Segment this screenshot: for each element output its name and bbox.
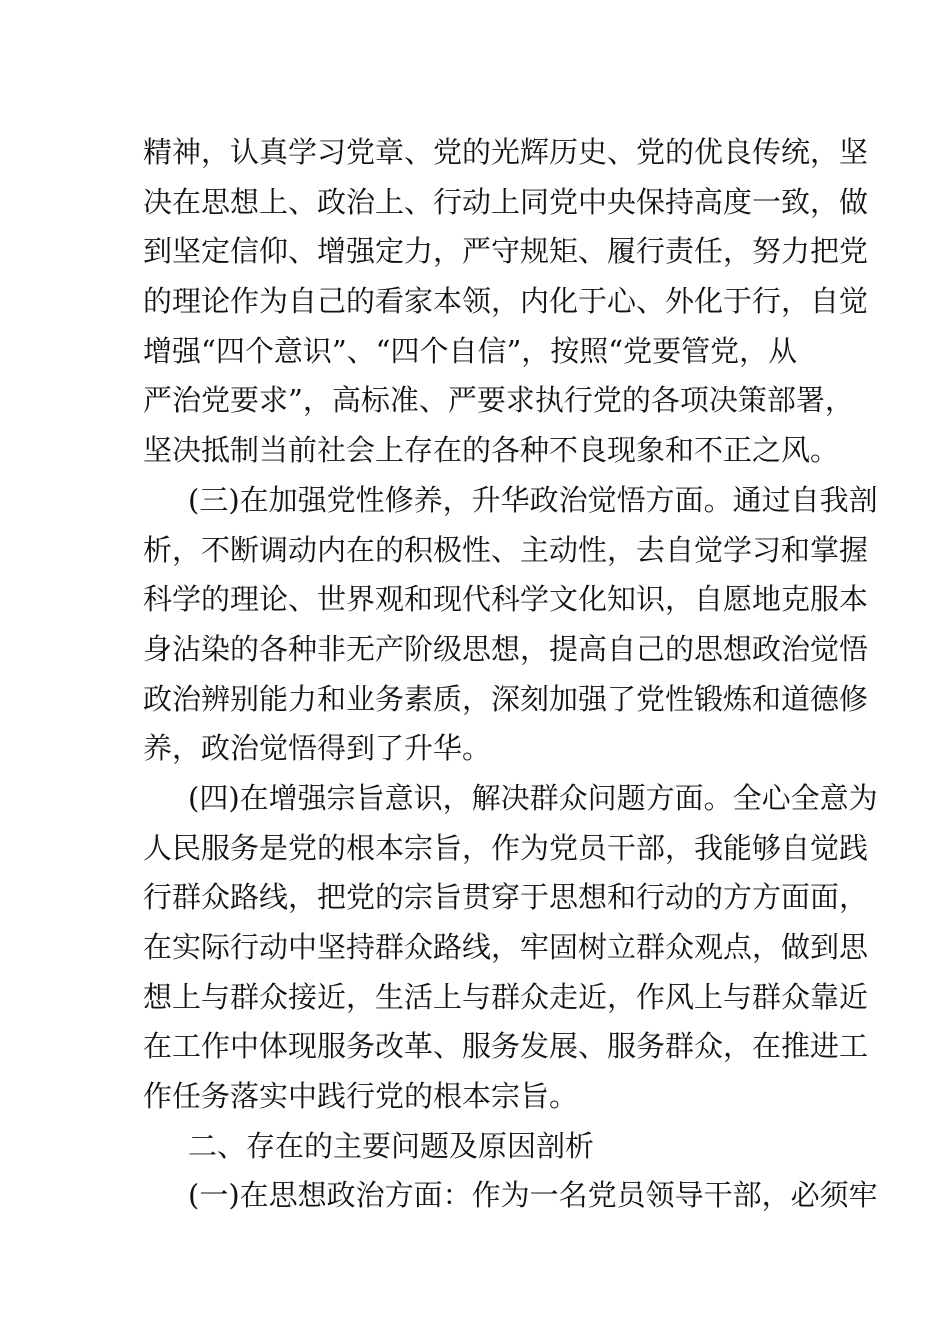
text-line: 到坚定信仰、增强定力，严守规矩、履行责任，努力把党: [143, 234, 869, 269]
text-line: 严治党要求”，高标准、严要求执行党的各项决策部署，: [143, 383, 854, 418]
text-line: 想上与群众接近，生活上与群众走近，作风上与群众靠近: [143, 979, 869, 1014]
text-line: 在实际行动中坚持群众路线，牢固树立群众观点，做到思: [143, 930, 869, 964]
paragraph-start-line: (一)在思想政治方面：作为一名党员领导干部，必须牢: [188, 1178, 878, 1213]
text-line: 身沾染的各种非无产阶级思想，提高自己的思想政治觉悟: [143, 631, 869, 666]
text-line: 坚决抵制当前社会上存在的各种不良现象和不正之风。: [143, 433, 840, 468]
text-line: 人民服务是党的根本宗旨，作为党员干部，我能够自觉践: [143, 830, 869, 865]
paragraph-start-line: (四)在增强宗旨意识，解决群众问题方面。全心全意为: [188, 780, 878, 815]
document-body: [143, 128, 878, 1221]
text-line: 精神，认真学习党章、党的光辉历史、党的优良传统，坚: [143, 135, 869, 169]
text-line: 的理论作为自己的看家本领，内化于心、外化于行，自觉: [143, 284, 869, 319]
section-heading: 二、存在的主要问题及原因剖析: [188, 1128, 595, 1163]
text-line: 增强“四个意识”、“四个自信”，按照“党要管党，从: [143, 333, 798, 368]
paragraph-start-line: (三)在加强党性修养，升华政治觉悟方面。通过自我剖: [188, 482, 878, 517]
text-line: 养，政治觉悟得到了升华。: [143, 731, 492, 766]
text-line: 析，不断调动内在的积极性、主动性，去自觉学习和掌握: [143, 532, 869, 567]
text-line: 决在思想上、政治上、行动上同党中央保持高度一致，做: [143, 184, 869, 219]
text-line: 政治辨别能力和业务素质，深刻加强了党性锻炼和道德修: [143, 681, 869, 716]
text-line: 在工作中体现服务改革、服务发展、服务群众，在推进工: [143, 1029, 869, 1064]
text-line: 科学的理论、世界观和现代科学文化知识，自愿地克服本: [143, 582, 869, 617]
text-line: 行群众路线，把党的宗旨贯穿于思想和行动的方方面面，: [143, 880, 869, 915]
text-line: 作任务落实中践行党的根本宗旨。: [143, 1079, 579, 1114]
